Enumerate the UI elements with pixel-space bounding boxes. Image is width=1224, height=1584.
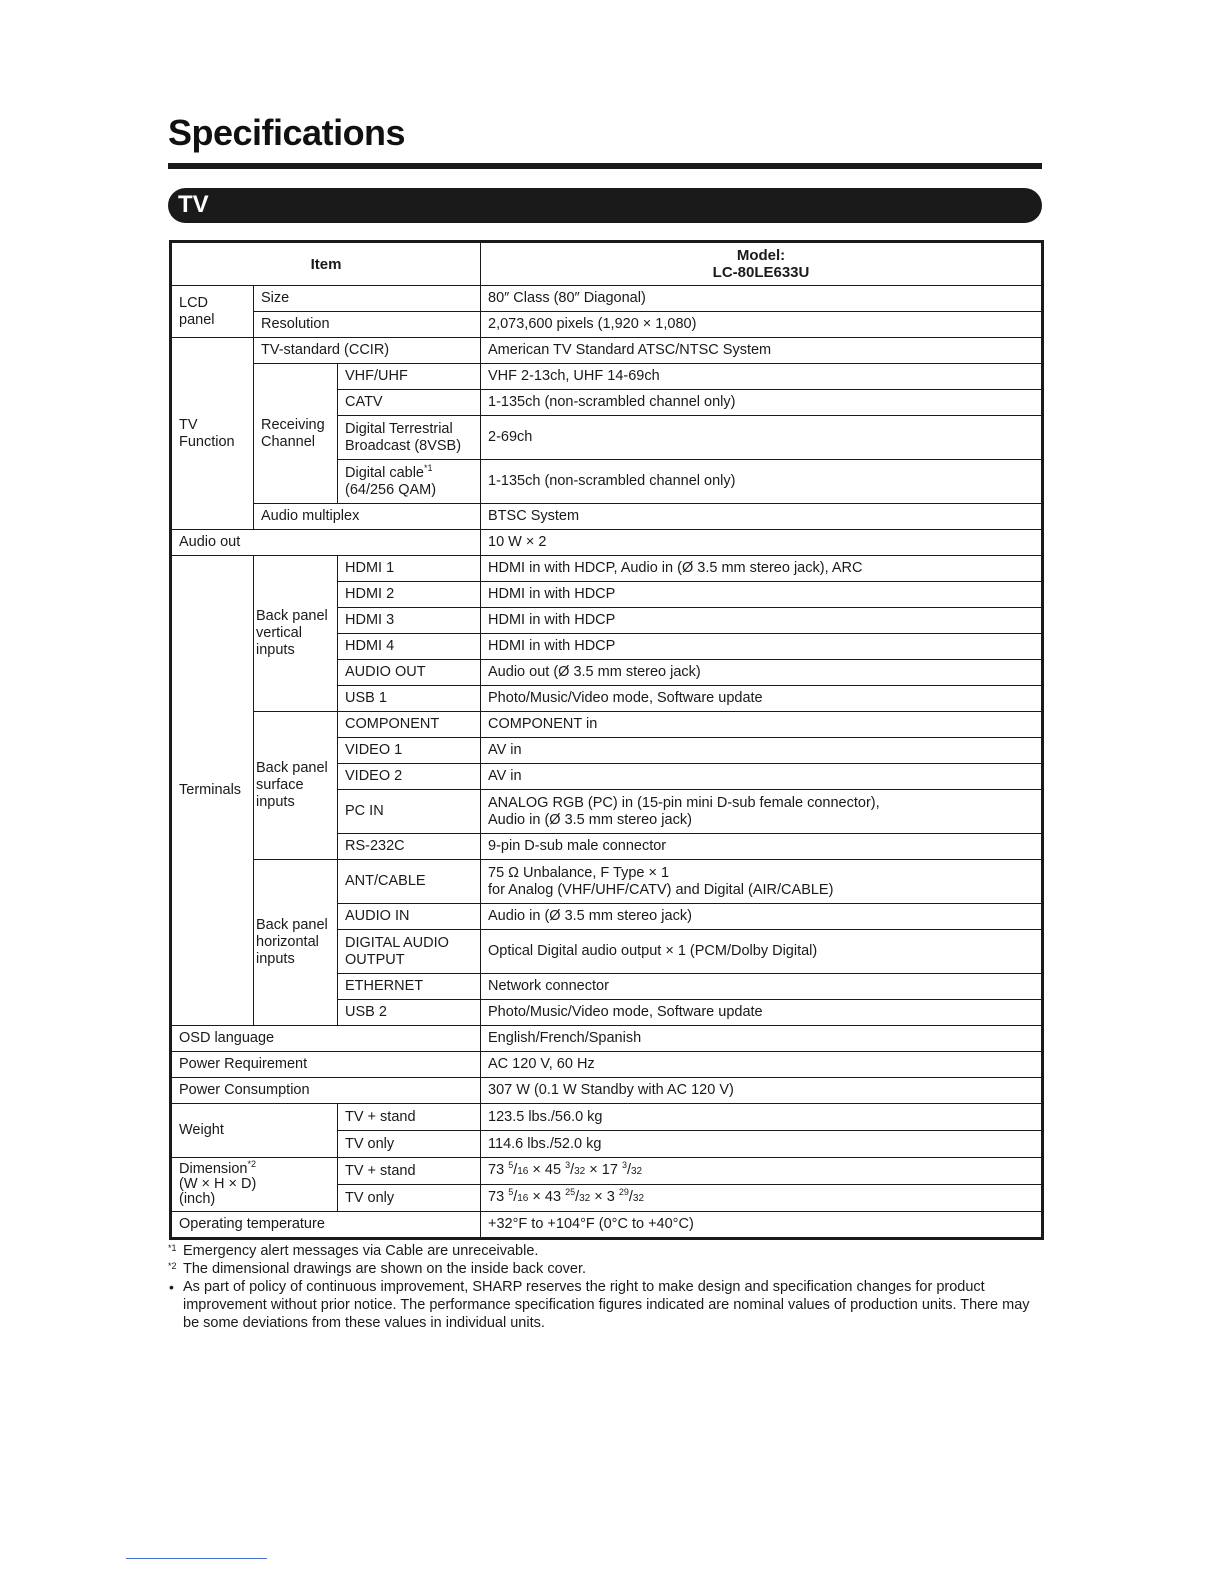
row-label: OSD language [171,1026,481,1052]
port-label: USB 2 [338,1000,481,1026]
table-row [171,1158,1043,1185]
receiving-channel-label: Receiving Channel [254,364,338,504]
row-value: 123.5 lbs./56.0 kg [481,1104,1043,1131]
table-row [171,530,1043,556]
port-label: VIDEO 2 [338,764,481,790]
row-label: Audio out [171,530,481,556]
port-label: HDMI 2 [338,582,481,608]
header-model [481,242,1043,286]
port-label: VIDEO 1 [338,738,481,764]
row-value: 10 W × 2 [481,530,1043,556]
lcd-group-label: LCD panel [171,286,254,338]
title-rule [168,163,1042,169]
row-label: Power Requirement [171,1052,481,1078]
row-label: Audio multiplex [254,504,481,530]
port-value: HDMI in with HDCP, Audio in (Ø 3.5 mm stereo jack), ARC [481,556,1043,582]
footnote-3: • As part of policy of continuous improvement, SHARP reserves the right to make design and specification changes for product improvement without prior notice. The performance specification figures indicated are nominal values of production units. There may be some deviations from these values in individual units. [169,1279,1030,1331]
row-label: Digital Terrestrial Broadcast (8VSB) [338,416,481,460]
footnote-mark: *2 [247,1159,257,1170]
port-value: 75 Ω Unbalance, F Type × 1 for Analog (VHF/UHF/CATV) and Digital (AIR/CABLE) [481,860,1043,904]
port-label: DIGITAL AUDIO OUTPUT [338,930,481,974]
port-value: Photo/Music/Video mode, Software update [481,686,1043,712]
table-row [171,312,1043,338]
port-value: COMPONENT in [481,712,1043,738]
row-value: 2,073,600 pixels (1,920 × 1,080) [481,312,1043,338]
bullet: • [169,1279,174,1295]
row-label [338,460,481,504]
table-row [171,504,1043,530]
section-bar [168,188,1042,223]
table-header-row [171,242,1043,286]
tv-function-group-label: TV Function [171,338,254,530]
table-row [171,556,1043,582]
row-value: 1-135ch (non-scrambled channel only) [481,460,1043,504]
horizontal-inputs-label: Back panel horizontal inputs [254,860,338,1026]
row-label: TV only [338,1185,481,1212]
spec-table [169,240,1044,1240]
vertical-inputs-label: Back panel vertical inputs [254,556,338,712]
table-row [171,1104,1043,1131]
header-model-label: Model: [736,247,786,264]
page-title: Specifications [168,112,406,153]
footnote-2: *2 The dimensional drawings are shown on the inside back cover. [168,1260,1042,1278]
port-value: Network connector [481,974,1043,1000]
port-value: HDMI in with HDCP [481,582,1043,608]
port-value: Photo/Music/Video mode, Software update [481,1000,1043,1026]
port-value: AV in [481,764,1043,790]
header-model-number: LC-80LE633U [712,264,810,281]
port-label: AUDIO IN [338,904,481,930]
table-row [171,712,1043,738]
row-value: 2-69ch [481,416,1043,460]
row-label: TV-standard (CCIR) [254,338,481,364]
footnote-mark: *1 [168,1243,177,1253]
row-label: TV + stand [338,1158,481,1185]
port-value: 9-pin D-sub male connector [481,834,1043,860]
surface-inputs-label: Back panel surface inputs [254,712,338,860]
row-value: 80″ Class (80″ Diagonal) [481,286,1043,312]
port-value: HDMI in with HDCP [481,634,1043,660]
digital-cable-label-2: (64/256 QAM) [345,481,437,498]
row-label: VHF/UHF [338,364,481,390]
row-value: 1-135ch (non-scrambled channel only) [481,390,1043,416]
dimension-stand-value: 73 $^5$/16 × 45 $^3$/32 × 17 $^3$/32 [481,1158,1043,1185]
terminals-group-label: Terminals [171,556,254,1026]
port-value: Optical Digital audio output × 1 (PCM/Dolby Digital) [481,930,1043,974]
port-value: AV in [481,738,1043,764]
row-label: Size [254,286,481,312]
table-row [171,364,1043,390]
row-label: TV only [338,1131,481,1158]
weight-label: Weight [171,1104,338,1158]
row-value: +32°F to +104°F (0°C to +40°C) [481,1212,1043,1239]
table-row [171,286,1043,312]
port-label: HDMI 3 [338,608,481,634]
row-value: American TV Standard ATSC/NTSC System [481,338,1043,364]
header-item: Item [171,242,481,286]
row-value: 307 W (0.1 W Standby with AC 120 V) [481,1078,1043,1104]
port-value: Audio in (Ø 3.5 mm stereo jack) [481,904,1043,930]
row-label: CATV [338,390,481,416]
port-label: RS-232C [338,834,481,860]
row-value: BTSC System [481,504,1043,530]
dimension-label: Dimension$^{*2}$ (W × H × D) (inch) [171,1158,338,1212]
row-value: English/French/Spanish [481,1026,1043,1052]
port-label: USB 1 [338,686,481,712]
dimension-only-value: 73 $^5$/16 × 43 $^{25}$/32 × 3 $^{29}$/32 [481,1185,1043,1212]
port-label: HDMI 4 [338,634,481,660]
row-label: Power Consumption [171,1078,481,1104]
footnotes [168,1242,1042,1332]
row-value: VHF 2-13ch, UHF 14-69ch [481,364,1043,390]
footnote-mark: *2 [168,1261,177,1271]
footnote-1: *1 Emergency alert messages via Cable are unreceivable. [168,1242,1042,1260]
port-label: ETHERNET [338,974,481,1000]
port-label: PC IN [338,790,481,834]
row-value: AC 120 V, 60 Hz [481,1052,1043,1078]
digital-cable-label: Digital cable [345,464,424,481]
port-value: Audio out (Ø 3.5 mm stereo jack) [481,660,1043,686]
table-row [171,1026,1043,1052]
table-row [171,1212,1043,1239]
port-label: COMPONENT [338,712,481,738]
port-value: HDMI in with HDCP [481,608,1043,634]
footer-rule [126,1558,267,1559]
footnote-mark: *1 [424,462,433,473]
row-value: 114.6 lbs./52.0 kg [481,1131,1043,1158]
row-label: Resolution [254,312,481,338]
section-title: TV [178,191,209,218]
table-row [171,1078,1043,1104]
table-row [171,338,1043,364]
port-label: AUDIO OUT [338,660,481,686]
table-row [171,860,1043,904]
row-label: TV + stand [338,1104,481,1131]
port-label: ANT/CABLE [338,860,481,904]
row-label: Operating temperature [171,1212,481,1239]
port-value: ANALOG RGB (PC) in (15-pin mini D-sub female connector), Audio in (Ø 3.5 mm stereo jack) [481,790,1043,834]
port-label: HDMI 1 [338,556,481,582]
table-row [171,1052,1043,1078]
